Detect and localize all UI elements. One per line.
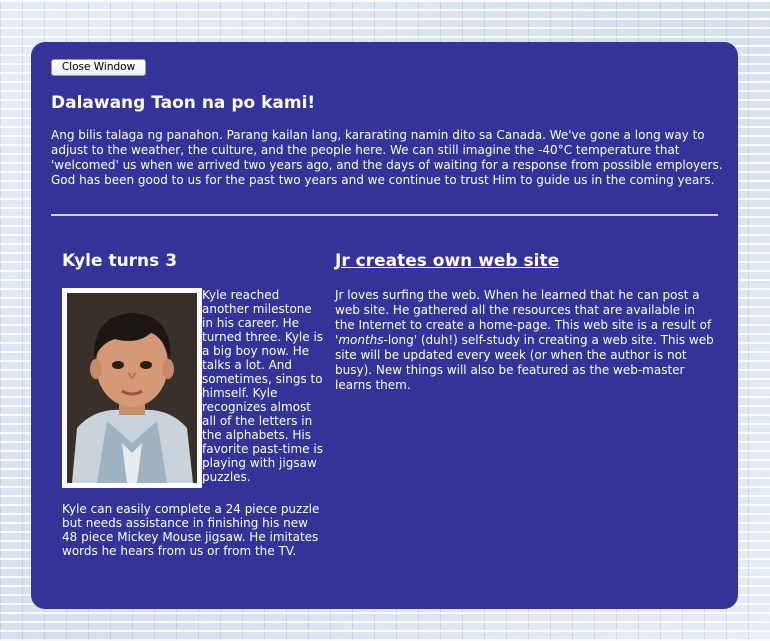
page-title: Dalawang Taon na po kami! xyxy=(51,93,316,113)
kyle-paragraph-2: Kyle can easily complete a 24 piece puzzle but needs assistance in finishing his new 48 piece Mickey Mouse jigsaw. He imitates words he hears from us or from the TV. xyxy=(62,502,320,558)
jr-section xyxy=(335,250,715,405)
intro-paragraph: Ang bilis talaga ng panahon. Parang kailan lang, kararating namin dito sa Canada. We've gone a long way to adjust to the weather, the culture, and the people here. We can still imagine the -40°C temperature that 'welcomed' us when we arrived two years ago, and the days of waiting for a response from possible employers. God has been good to us for the past two years and we continue to trust Him to guide us in the coming years. xyxy=(51,128,723,187)
jr-text-emphasis: months xyxy=(338,333,384,347)
kyle-portrait-image xyxy=(67,293,197,483)
jr-text-before: Jr loves surfing the web. When he learned that he can post a web site. He gathered all the resources that are available in the Internet to create a home-page. This web site is a result of ' xyxy=(335,288,712,347)
kyle-paragraph-1: Kyle reached another milestone in his career. He turned three. Kyle is a big boy now. He talks a lot. And sometimes, sings to himself. Kyle recognizes almost all of the letters in the alphabets. His favorite past-time is playing with jigsaw puzzles. xyxy=(202,288,324,484)
close-window-button[interactable]: Close Window xyxy=(51,59,146,76)
jr-web-site-link[interactable]: Jr creates own web site xyxy=(335,251,560,271)
kyle-section-title: Kyle turns 3 xyxy=(62,251,178,271)
content-panel xyxy=(31,42,738,609)
kyle-section xyxy=(62,250,324,558)
kyle-photo xyxy=(62,288,202,488)
horizontal-divider xyxy=(51,214,718,216)
jr-paragraph xyxy=(335,288,715,393)
kyle-section-body xyxy=(62,288,324,558)
jr-text-after: -long' (duh!) self-study in creating a web site. This web site will be updated every week (or when the author is not busy). New things will also be featured as the web-master learns them. xyxy=(335,333,714,392)
